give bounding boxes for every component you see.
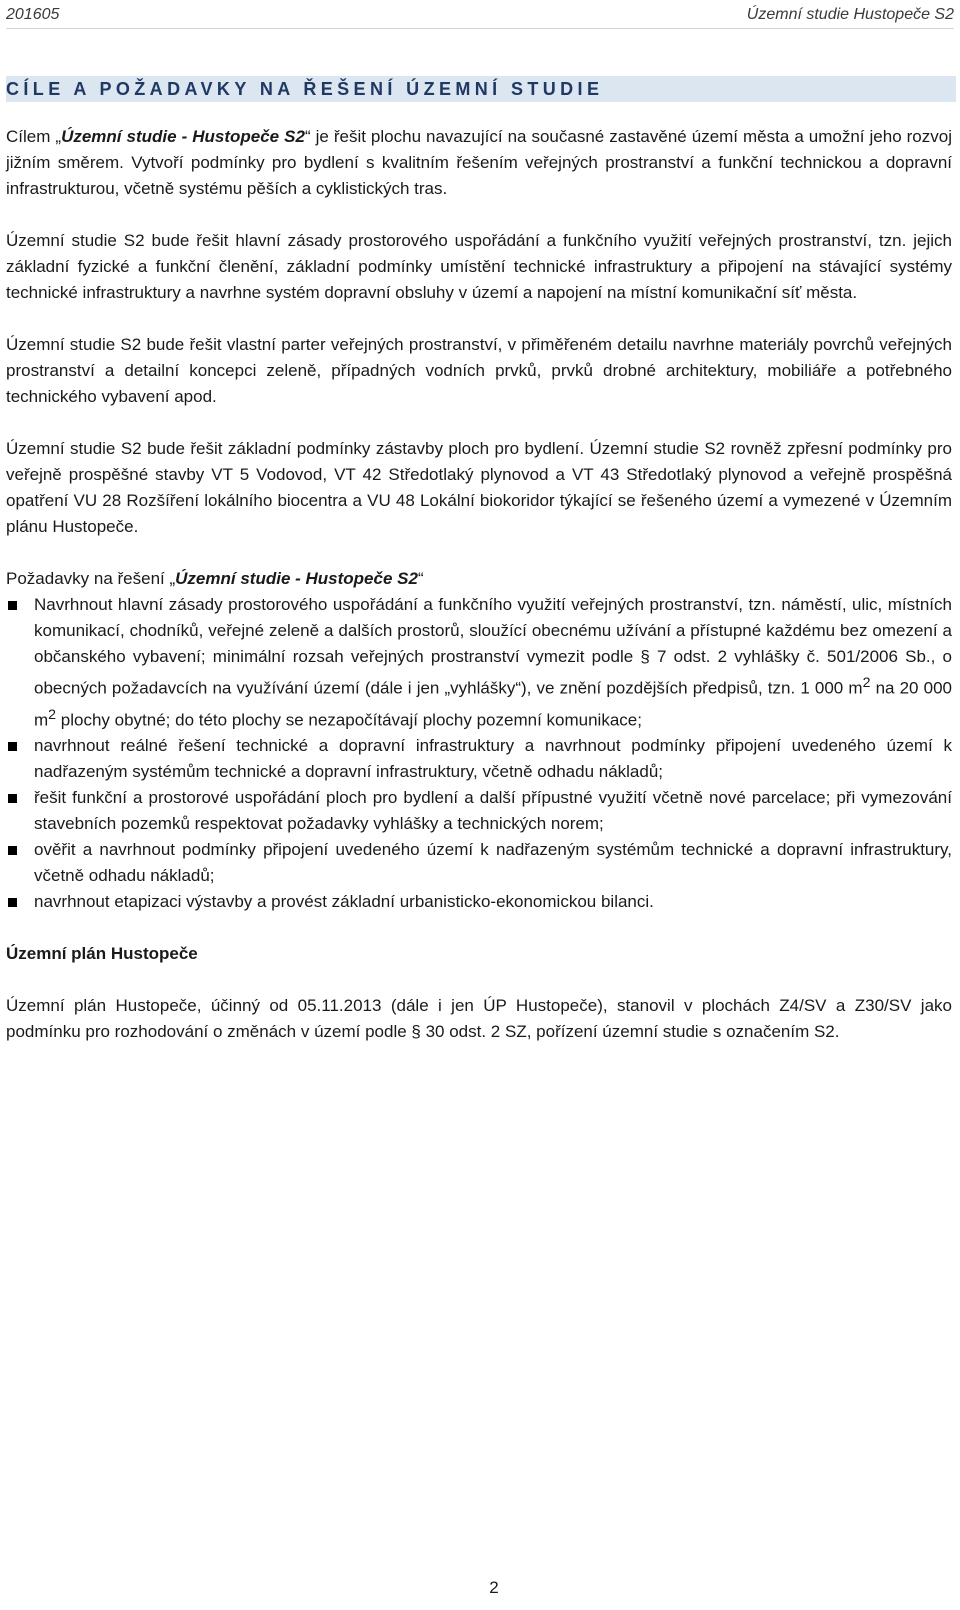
document-id: 201605 bbox=[6, 6, 60, 23]
intro-paragraph-2: Územní studie S2 bude řešit hlavní zásady prostorového uspořádání a funkčního využití veřejných prostranství, tzn. jejich základní fyzické a funkční členění, základní podmínky umístění technické infrastruktury a připojení na stávající systémy technické infrastruktury a navrhne systém dopravní obsluhy v území a napojení na místní komunikační síť města. bbox=[6, 231, 952, 302]
section-sign: § bbox=[411, 1022, 421, 1042]
list-item bbox=[6, 837, 952, 889]
study-name: Územní studie - Hustopeče S2 bbox=[61, 127, 305, 146]
requirements-list bbox=[6, 592, 952, 915]
superscript: 2 bbox=[48, 706, 57, 723]
requirements-lead bbox=[6, 566, 952, 592]
square-bullet-icon bbox=[8, 794, 17, 803]
section-title-bar bbox=[6, 76, 956, 102]
superscript: 2 bbox=[862, 675, 871, 691]
page-number: 2 bbox=[489, 1578, 499, 1597]
plan-heading: Územní plán Hustopeče bbox=[6, 944, 198, 964]
text-run: Cílem „ bbox=[6, 127, 62, 146]
square-bullet-icon bbox=[8, 742, 17, 751]
text-run: řešit funkční a prostorové uspořádání ploch pro bydlení a další přípustné využití včetně nové parcelace; při vymezování stavebních pozemků respektovat požadavky vyhlášky a technických norem; bbox=[34, 788, 952, 834]
document-body bbox=[6, 124, 952, 1045]
text-run: Navrhnout hlavní zásady prostorového uspořádání a funkčního využití veřejných prostranství, tzn. náměstí, ulic, místních komunikací, chodníků, veřejné zeleně a dalších prostorů, sloužící obecnému užívání a přístupné každému bez omezení a občanského vybavení; minimální rozsah veřejných prostranství vymezit podle bbox=[34, 595, 952, 666]
square-bullet-icon bbox=[8, 601, 17, 610]
intro-paragraph-1 bbox=[6, 124, 952, 202]
text-run: na 20 000 m bbox=[34, 678, 953, 730]
text-run: “ je řešit plochu navazující na současné zastavěné území města a umožní jeho rozvoj jižním směrem. Vytvoří podmínky pro bydlení s kvalitním řešením veřejných prostranství a funkční technickou a dopravní infrastrukturou, včetně systému pěších a cyklistických tras. bbox=[6, 127, 952, 198]
study-name: Územní studie - Hustopeče S2 bbox=[175, 569, 418, 588]
list-item bbox=[6, 733, 952, 785]
text-run: plochy obytné; do této plochy se nezapočítávají plochy pozemní komunikace; bbox=[56, 710, 642, 730]
list-item bbox=[6, 889, 952, 915]
plan-paragraph bbox=[6, 993, 952, 1045]
text-run: 7 odst. 2 vyhlášky č. 501/2006 Sb., o obecných požadavcích na využívání území (dále i jen „vyhlášky“), ve znění pozdějších předpisů, tzn. 1 000 m bbox=[34, 647, 952, 698]
square-bullet-icon bbox=[8, 846, 17, 855]
page-header bbox=[6, 2, 954, 29]
text-run: navrhnout reálné řešení technické a dopravní infrastruktury a navrhnout podmínky připojení uvedeného území k nadřazeným systémům technické a dopravní infrastruktury, včetně odhadu nákladů; bbox=[34, 736, 952, 782]
list-item bbox=[6, 592, 952, 733]
list-item bbox=[6, 785, 952, 837]
text-run: Územní plán Hustopeče, účinný od 05.11.2013 (dále i jen ÚP Hustopeče), stanovil v plochách Z4/SV a Z30/SV jako podmínku pro rozhodování o změnách v území podle bbox=[6, 996, 952, 1042]
intro-paragraph-4: Územní studie S2 bude řešit základní podmínky zástavby ploch pro bydlení. Územní studie S2 rovněž zpřesní podmínky pro veřejně prospěšné stavby VT 5 Vodovod, VT 42 Středotlaký plynovod a VT 43 Středotlaký plynovod a veřejně prospěšná opatření VU 28 Rozšíření lokálního biocentra a VU 48 Lokální biokoridor týkající se řešeného území a vymezené v Územním plánu Hustopeče. bbox=[6, 439, 952, 536]
text-run: 30 odst. 2 SZ, pořízení územní studie s označením S2. bbox=[420, 1022, 840, 1042]
intro-paragraph-3: Územní studie S2 bude řešit vlastní parter veřejných prostranství, v přiměřeném detailu navrhne materiály povrchů veřejných prostranství a detailní koncepci zeleně, případných vodních prvků, prvků drobné architektury, mobiliáře a potřebného technického vybavení apod. bbox=[6, 335, 952, 406]
text-run: ověřit a navrhnout podmínky připojení uvedeného území k nadřazeným systémům technické a dopravní infrastruktury, včetně odhadu nákladů; bbox=[34, 840, 952, 886]
text-run: Požadavky na řešení „ bbox=[6, 569, 176, 588]
square-bullet-icon bbox=[8, 898, 17, 907]
text-run: navrhnout etapizaci výstavby a provést základní urbanisticko-ekonomickou bilanci. bbox=[34, 892, 654, 912]
section-title: CÍLE A POŽADAVKY NA ŘEŠENÍ ÚZEMNÍ STUDIE bbox=[6, 78, 604, 99]
document-title: Územní studie Hustopeče S2 bbox=[746, 6, 954, 23]
section-sign: § bbox=[640, 647, 650, 666]
text-run: “ bbox=[417, 569, 424, 588]
